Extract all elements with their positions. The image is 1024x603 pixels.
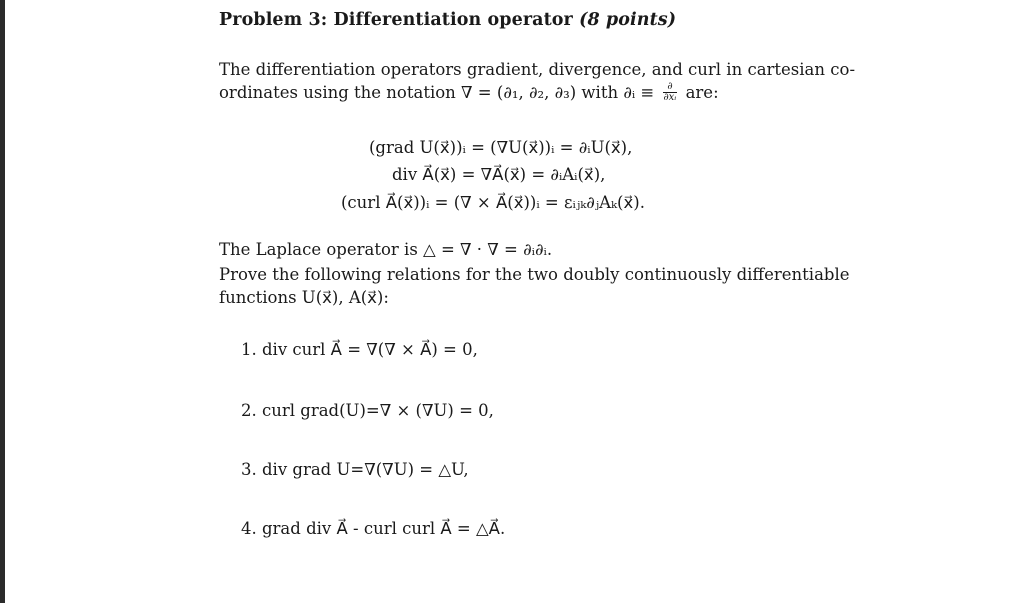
intro-line-1: The differentiation operators gradient, divergence, and curl in cartesian co-	[219, 60, 856, 79]
curl-equation: (curl A⃗(x⃗))ᵢ = (∇ × A⃗(x⃗))ᵢ = εᵢⱼₖ∂ⱼAₖ(x⃗).	[341, 193, 645, 212]
relation-3: 3. div grad U=∇(∇U) = △U,	[241, 460, 469, 479]
problem-title-text: Problem 3: Differentiation operator	[219, 10, 573, 30]
fraction-numerator: ∂	[663, 82, 678, 93]
laplace-definition: The Laplace operator is △ = ∇ · ∇ = ∂ᵢ∂ᵢ.	[219, 240, 553, 259]
problem-title	[219, 10, 676, 30]
relation-1: 1. div curl A⃗ = ∇(∇ × A⃗) = 0,	[241, 340, 478, 359]
intro-paragraph	[219, 58, 859, 104]
prove-statement	[219, 263, 850, 309]
partial-fraction	[663, 82, 678, 103]
prove-line-2: functions U(x⃗), A(x⃗):	[219, 288, 389, 307]
intro-line-2-before: ordinates using the notation ∇ = (∂₁, ∂₂, ∂₃) with ∂ᵢ ≡	[219, 83, 655, 102]
intro-line-2	[219, 81, 859, 104]
left-border	[0, 0, 5, 603]
intro-line-2-after: are:	[685, 83, 719, 102]
prove-line-1: Prove the following relations for the two doubly continuously differentiable	[219, 265, 850, 284]
fraction-denominator: ∂xᵢ	[663, 92, 677, 103]
problem-points: (8 points)	[579, 10, 677, 30]
divergence-equation: div A⃗(x⃗) = ∇A⃗(x⃗) = ∂ᵢAᵢ(x⃗),	[392, 165, 606, 184]
relation-2: 2. curl grad(U)=∇ × (∇U) = 0,	[241, 401, 494, 420]
relation-4: 4. grad div A⃗ - curl curl A⃗ = △A⃗.	[241, 519, 506, 538]
gradient-equation: (grad U(x⃗))ᵢ = (∇U(x⃗))ᵢ = ∂ᵢU(x⃗),	[369, 138, 633, 157]
